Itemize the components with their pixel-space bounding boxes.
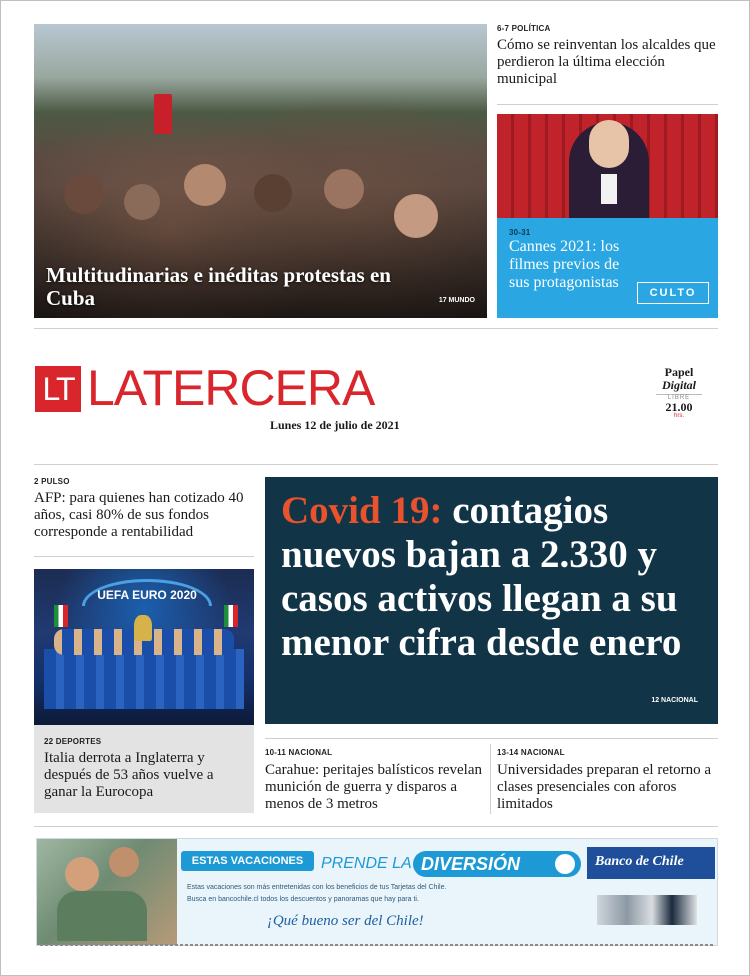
divider [34, 328, 718, 329]
cannes-box[interactable] [497, 218, 718, 318]
papel-sub: hrs. [673, 413, 684, 419]
euro-caption-box[interactable] [34, 725, 254, 813]
cuba-protest-photo[interactable] [34, 24, 487, 318]
ad-prende: PRENDE LA [321, 855, 412, 872]
covid-accent: Covid 19: [281, 489, 443, 532]
bank-name: Banco de Chile [595, 854, 684, 869]
cannes-photo[interactable] [497, 114, 718, 218]
toggle-knob-icon [555, 854, 575, 874]
cannes-headline[interactable]: Cannes 2021: los filmes previos de sus protagonistas [509, 238, 620, 291]
logo-mark[interactable] [35, 366, 81, 412]
culto-badge[interactable]: CULTO [637, 282, 709, 304]
politica-kicker: 6-7 POLÍTICA [497, 24, 551, 33]
banco-chile-ad[interactable] [36, 838, 718, 946]
cuba-headline[interactable]: Multitudinarias e inéditas protestas en Cuba [46, 263, 391, 310]
crowd-figure [394, 194, 438, 238]
papel-label: LIBRE [667, 395, 691, 401]
ad-strip-text: ESTAS VACACIONES [191, 855, 304, 867]
universidades-headline[interactable]: Universidades preparan el retorno a clases presenciales con aforos limitados [497, 762, 712, 812]
logo-wordmark[interactable]: LATERCERA [87, 360, 375, 416]
euro-kicker: 22 DEPORTES [44, 737, 102, 746]
covid-headline[interactable] [281, 489, 711, 665]
euro-headline[interactable]: Italia derrota a Inglaterra y después de 53 años vuelve a ganar la Eurocopa [44, 750, 214, 800]
pulso-headline[interactable]: AFP: para quienes han cotizado 40 años, casi 80% de sus fondos corresponde a rentabilidad [34, 490, 244, 540]
papel-price: 21.00 [665, 400, 693, 414]
carahue-headline[interactable]: Carahue: peritajes balísticos revelan munición de guerra y disparos a menos de 3 metros [265, 762, 482, 812]
ad-body1: Estas vacaciones son más entretenidas con los beneficios de tus Tarjetas del Chile. [187, 884, 447, 891]
logo-mark-text: LT [42, 370, 74, 407]
flag-icon [54, 605, 68, 627]
trophy-icon [134, 615, 152, 641]
divider [265, 738, 718, 739]
cards-image [597, 895, 697, 925]
carahue-kicker: 10-11 NACIONAL [265, 748, 333, 757]
papel-digital-box[interactable] [650, 366, 708, 419]
euro-photo[interactable] [34, 569, 254, 725]
universidades-kicker: 13-14 NACIONAL [497, 748, 565, 757]
ad-photo [37, 839, 177, 945]
ad-body2: Busca en bancochile.cl todos los descuentos y panoramas que hay para ti. [187, 896, 419, 903]
divider [34, 826, 718, 827]
masthead-date: Lunes 12 de julio de 2021 [270, 418, 400, 432]
ad-slogan: ¡Qué bueno ser del Chile! [267, 913, 424, 929]
divider [34, 464, 718, 465]
flag-icon [154, 94, 172, 134]
cuba-credit: 17 MUNDO [438, 297, 475, 304]
fine-print [40, 944, 715, 946]
euro-banner: UEFA EURO 2020 [82, 579, 212, 606]
covid-headline-text: contagios nuevos bajan a 2.330 y casos activos llegan a su menor cifra desde enero [281, 489, 682, 664]
flag-icon [224, 605, 238, 627]
covid-lead-box[interactable] [265, 477, 718, 724]
politica-headline[interactable]: Cómo se reinventan los alcaldes que perdieron la última elección municipal [497, 37, 716, 87]
cannes-kicker: 30-31 [509, 228, 531, 237]
papel-line2: Digital [661, 378, 696, 392]
covid-credit: 12 NACIONAL [651, 697, 698, 704]
crowd-figure [64, 174, 104, 214]
crowd-figure [124, 184, 160, 220]
crowd-figure [324, 169, 364, 209]
shirt-shape [601, 174, 617, 204]
actor-face [589, 120, 629, 168]
papel-line1: Papel [664, 365, 694, 379]
divider [490, 744, 491, 814]
divider [34, 556, 254, 557]
divider [497, 104, 718, 105]
pulso-kicker: 2 PULSO [34, 477, 70, 486]
crowd-figure [254, 174, 292, 212]
crowd-figure [184, 164, 226, 206]
team-players [44, 649, 244, 709]
ad-diversion: DIVERSIÓN [421, 854, 521, 874]
